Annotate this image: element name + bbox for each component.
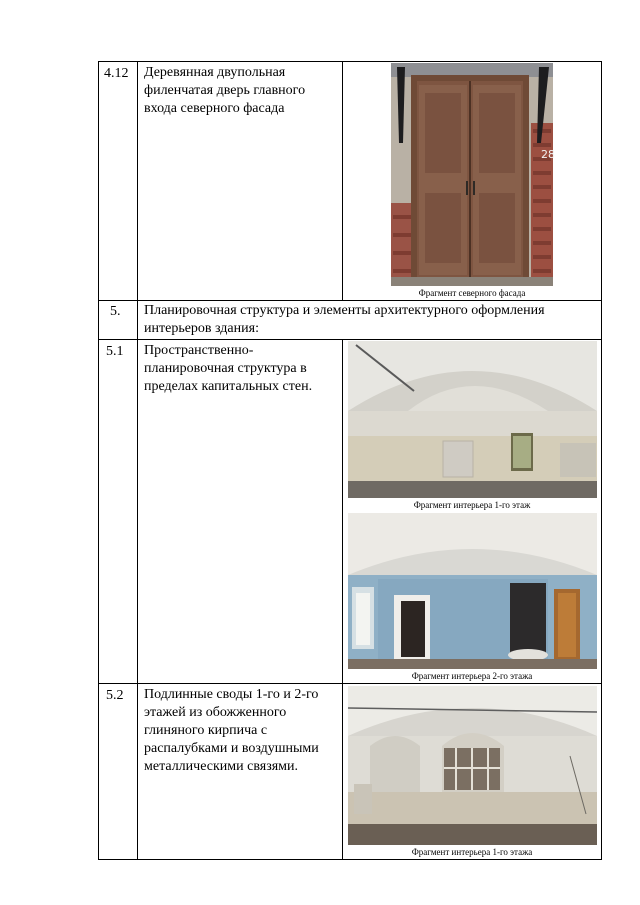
row-number: 5. [110, 304, 121, 319]
photo-caption: Фрагмент интерьера 2-го этажа [411, 671, 533, 681]
table-rule [98, 339, 602, 340]
table-rule [342, 339, 343, 860]
row-number: 5.1 [106, 344, 124, 359]
table-rule [98, 61, 602, 62]
table-rule [137, 61, 138, 860]
table-rule [98, 683, 602, 684]
interior-photo-vaults [348, 686, 597, 845]
row-description: Пространственно-планировочная структура в пределах капитальных стен. [144, 343, 313, 394]
row-number: 4.12 [104, 66, 129, 81]
table-rule [342, 61, 343, 301]
row-description: Подлинные своды 1-го и 2-го этажей из обожженного глиняного кирпича с распалубками и воздушными металлическими связями. [144, 687, 319, 774]
table-rule [98, 61, 99, 860]
table-rule [601, 61, 602, 860]
photo-caption: Фрагмент интерьера 1-го этажа [411, 847, 533, 857]
svg-text:28: 28 [541, 148, 555, 161]
row-description: Планировочная структура и элементы архитектурного оформления интерьеров здания: [144, 303, 545, 336]
photo-caption: Фрагмент северного фасада [418, 288, 526, 298]
table-rule [98, 859, 602, 860]
interior-photo-floor-1 [348, 341, 597, 498]
interior-photo-floor-2 [348, 513, 597, 669]
door-photo [391, 63, 553, 286]
row-number: 5.2 [106, 688, 124, 703]
photo-caption: Фрагмент интерьера 1-го этаж [413, 500, 531, 510]
row-description: Деревянная двупольная филенчатая дверь главного входа северного фасада [144, 65, 306, 116]
table-rule [98, 300, 602, 301]
